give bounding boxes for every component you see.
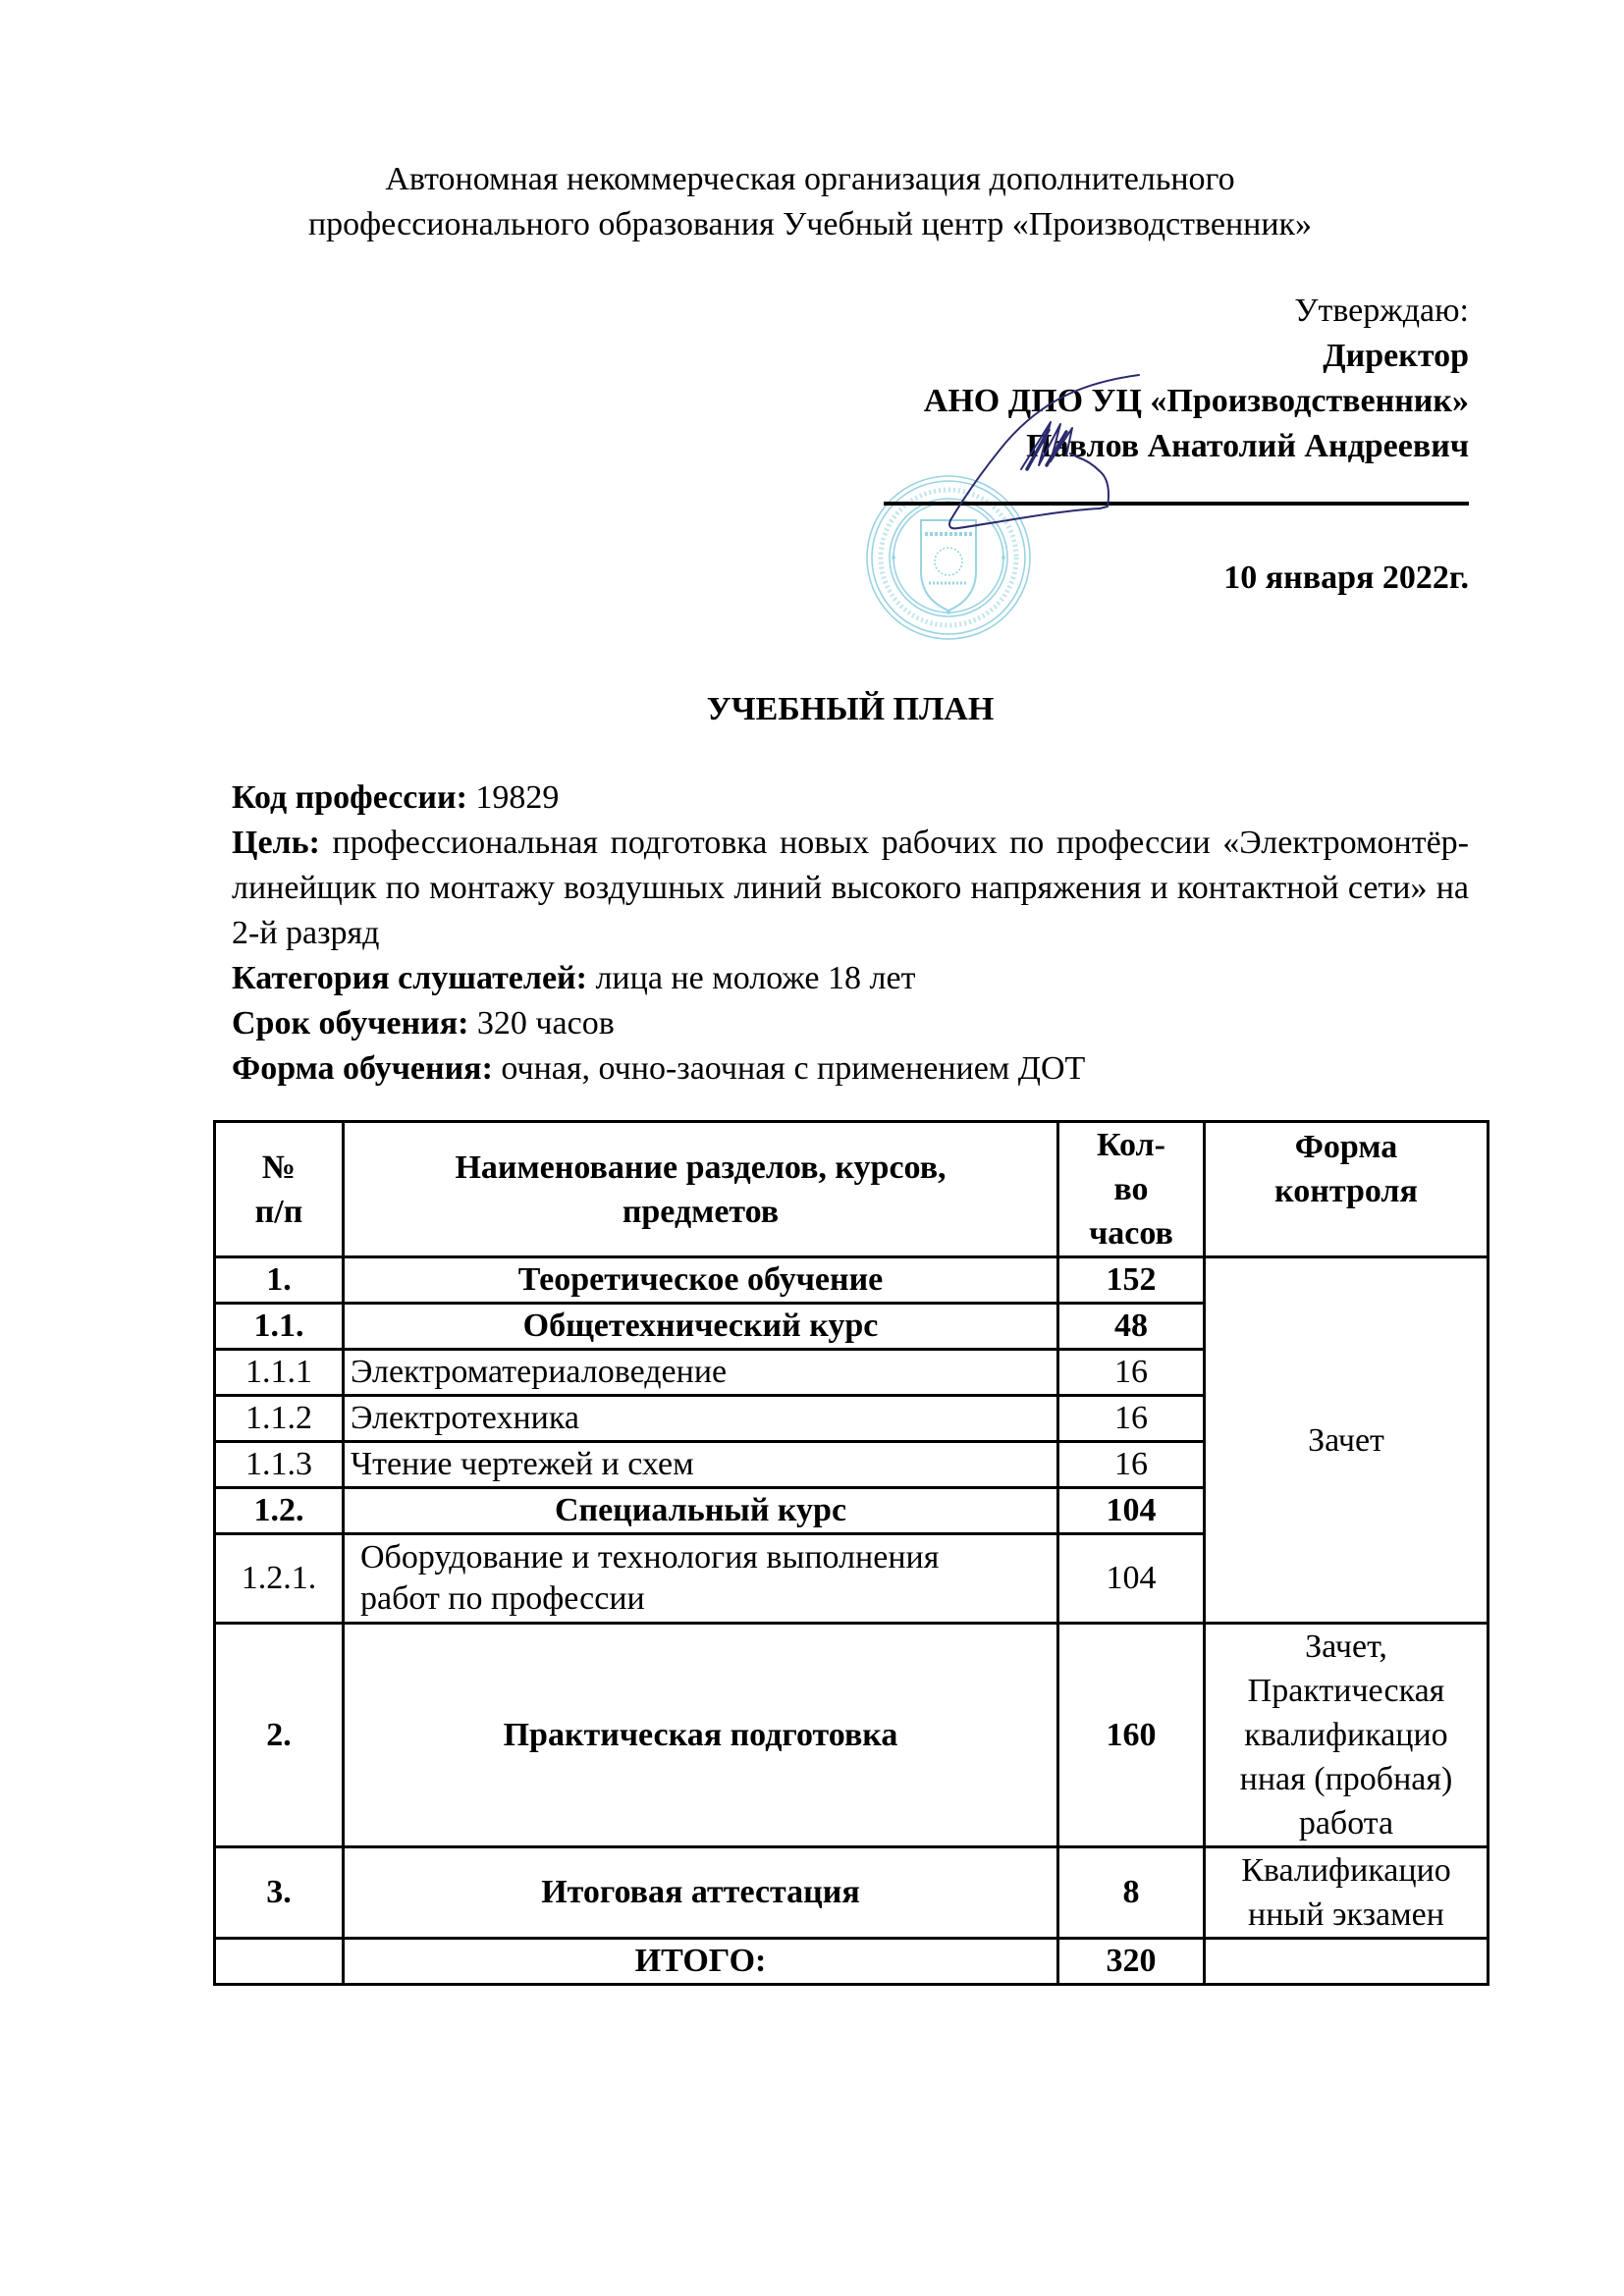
student-category xyxy=(232,956,1469,1001)
document-title: УЧЕБНЫЙ ПЛАН xyxy=(706,691,995,727)
table-row xyxy=(215,1257,1489,1304)
control-form-final xyxy=(1205,1847,1489,1939)
program-goal xyxy=(232,821,1469,956)
form-practice-line-4: нная (пробная) xyxy=(1239,1761,1453,1797)
row-hours: 48 xyxy=(1058,1304,1205,1350)
row-hours: 104 xyxy=(1058,1534,1205,1624)
form-practice-line-5: работа xyxy=(1298,1805,1394,1842)
profession-code xyxy=(232,775,1469,821)
study-form-label: Форма обучения: xyxy=(232,1050,493,1087)
table-row xyxy=(215,1624,1489,1847)
approver-name: Павлов Анатолий Андреевич xyxy=(1026,428,1469,464)
row-name-line-2: работ по профессии xyxy=(360,1580,645,1617)
header-control-form xyxy=(1205,1122,1489,1257)
table-total-row xyxy=(215,1939,1489,1985)
approval-label: Утверждаю: xyxy=(1294,293,1469,329)
row-number: 1.1. xyxy=(215,1304,344,1350)
header-hours xyxy=(1058,1122,1205,1257)
row-number: 1.1.3 xyxy=(215,1442,344,1488)
row-number xyxy=(215,1939,344,1985)
row-number: 1.2. xyxy=(215,1488,344,1534)
form-practice-line-3: квалификацио xyxy=(1244,1717,1448,1753)
row-hours: 16 xyxy=(1058,1396,1205,1442)
header-name xyxy=(344,1122,1058,1257)
control-form-practice xyxy=(1205,1624,1489,1847)
header-number xyxy=(215,1122,344,1257)
row-number: 1.1.1 xyxy=(215,1350,344,1396)
control-form-theory: Зачет xyxy=(1205,1257,1489,1624)
study-form-value: очная, очно-заочная с применением ДОТ xyxy=(492,1050,1086,1087)
header-hours-line-1: Кол- xyxy=(1097,1127,1165,1163)
header-form-line-2: контроля xyxy=(1274,1173,1418,1209)
row-name: Специальный курс xyxy=(344,1488,1058,1534)
row-hours: 104 xyxy=(1058,1488,1205,1534)
row-hours: 8 xyxy=(1058,1847,1205,1939)
form-practice-line-1: Зачет, xyxy=(1305,1629,1387,1665)
header-form-line-1: Форма xyxy=(1294,1129,1398,1165)
study-duration-label: Срок обучения: xyxy=(232,1005,469,1041)
row-name: Теоретическое обучение xyxy=(344,1257,1058,1304)
row-number: 2. xyxy=(215,1624,344,1847)
row-name: Итоговая аттестация xyxy=(344,1847,1058,1939)
approver-organization: АНО ДПО УЦ «Производственник» xyxy=(923,383,1469,419)
row-number: 3. xyxy=(215,1847,344,1939)
header-hours-line-2: во xyxy=(1113,1171,1149,1207)
form-final-line-1: Квалификацио xyxy=(1241,1852,1451,1889)
row-name xyxy=(344,1534,1058,1624)
header-name-line-2: предметов xyxy=(622,1193,780,1230)
total-label: ИТОГО: xyxy=(344,1939,1058,1985)
header-name-line-1: Наименование разделов, курсов, xyxy=(455,1148,947,1186)
study-form xyxy=(232,1046,1469,1092)
header-number-line-1: № xyxy=(261,1148,297,1186)
approval-date: 10 января 2022г. xyxy=(1223,560,1469,596)
row-name: Общетехнический курс xyxy=(344,1304,1058,1350)
table-header-row xyxy=(215,1122,1489,1257)
profession-code-value: 19829 xyxy=(466,779,560,816)
control-form-total xyxy=(1205,1939,1489,1985)
program-goal-label: Цель: xyxy=(232,825,320,861)
student-category-value: лица не моложе 18 лет xyxy=(586,960,916,996)
row-hours: 16 xyxy=(1058,1350,1205,1396)
row-name: Практическая подготовка xyxy=(344,1624,1058,1847)
study-duration xyxy=(232,1001,1469,1046)
row-name: Чтение чертежей и схем xyxy=(344,1442,1058,1488)
row-hours: 160 xyxy=(1058,1624,1205,1847)
header-hours-line-3: часов xyxy=(1089,1215,1173,1252)
org-header-line-1: Автономная некоммерческая организация дополнительного xyxy=(385,161,1235,197)
total-hours: 320 xyxy=(1058,1939,1205,1985)
row-number: 1. xyxy=(215,1257,344,1304)
curriculum-table xyxy=(213,1120,1489,1986)
row-name: Электроматериаловедение xyxy=(344,1350,1058,1396)
table-row xyxy=(215,1847,1489,1939)
header-number-line-2: п/п xyxy=(254,1193,303,1230)
row-number: 1.2.1. xyxy=(215,1534,344,1624)
program-info xyxy=(232,775,1469,1092)
org-header-line-2: профессионального образования Учебный центр «Производственник» xyxy=(307,206,1313,242)
organization-header xyxy=(147,157,1473,247)
student-category-label: Категория слушателей: xyxy=(232,960,587,996)
profession-code-label: Код профессии: xyxy=(232,779,467,816)
handwritten-signature-icon xyxy=(903,363,1159,560)
row-hours: 16 xyxy=(1058,1442,1205,1488)
approver-position: Директор xyxy=(1323,338,1469,374)
row-hours: 152 xyxy=(1058,1257,1205,1304)
row-name: Электротехника xyxy=(344,1396,1058,1442)
study-duration-value: 320 часов xyxy=(468,1005,615,1041)
form-final-line-2: нный экзамен xyxy=(1248,1896,1444,1933)
row-name-line-1: Оборудование и технология выполнения xyxy=(360,1539,940,1575)
row-number: 1.1.2 xyxy=(215,1396,344,1442)
form-practice-line-2: Практическая xyxy=(1247,1673,1445,1709)
program-goal-value: профессиональная подготовка новых рабочих по профессии «Электромонтёр-линейщик по монтажу воздушных линий высокого напряжения и контактной сети» на 2-й разряд xyxy=(232,825,1469,951)
